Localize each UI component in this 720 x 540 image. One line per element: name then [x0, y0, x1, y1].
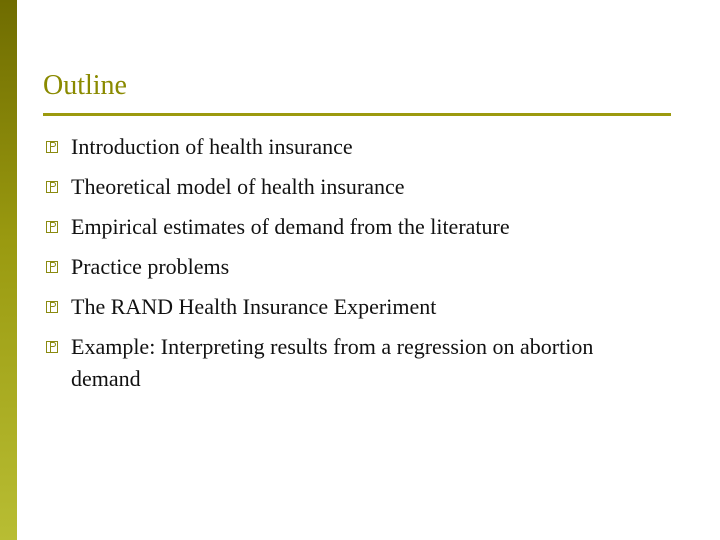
bullet-text: Example: Interpreting results from a regression on abortion demand: [71, 334, 594, 391]
list-item: [43, 251, 663, 283]
bullet-text: Practice problems: [71, 254, 230, 279]
p-bullet-icon: [46, 181, 58, 193]
bullet-text: Empirical estimates of demand from the literature: [71, 214, 510, 239]
list-item: [43, 291, 663, 323]
p-bullet-icon: [46, 141, 58, 153]
list-item: [43, 331, 663, 395]
p-bullet-icon: [46, 221, 58, 233]
list-item: [43, 171, 663, 203]
list-item: [43, 131, 663, 163]
p-bullet-icon: [46, 301, 58, 313]
slide-title: Outline: [43, 70, 127, 101]
bullet-text: Theoretical model of health insurance: [71, 174, 405, 199]
title-underline: [43, 113, 671, 116]
bullet-text: The RAND Health Insurance Experiment: [71, 294, 437, 319]
list-item: [43, 211, 663, 243]
bullet-list: [43, 131, 663, 403]
left-decorative-bar: [0, 0, 17, 540]
p-bullet-icon: [46, 341, 58, 353]
bullet-text: Introduction of health insurance: [71, 134, 353, 159]
p-bullet-icon: [46, 261, 58, 273]
